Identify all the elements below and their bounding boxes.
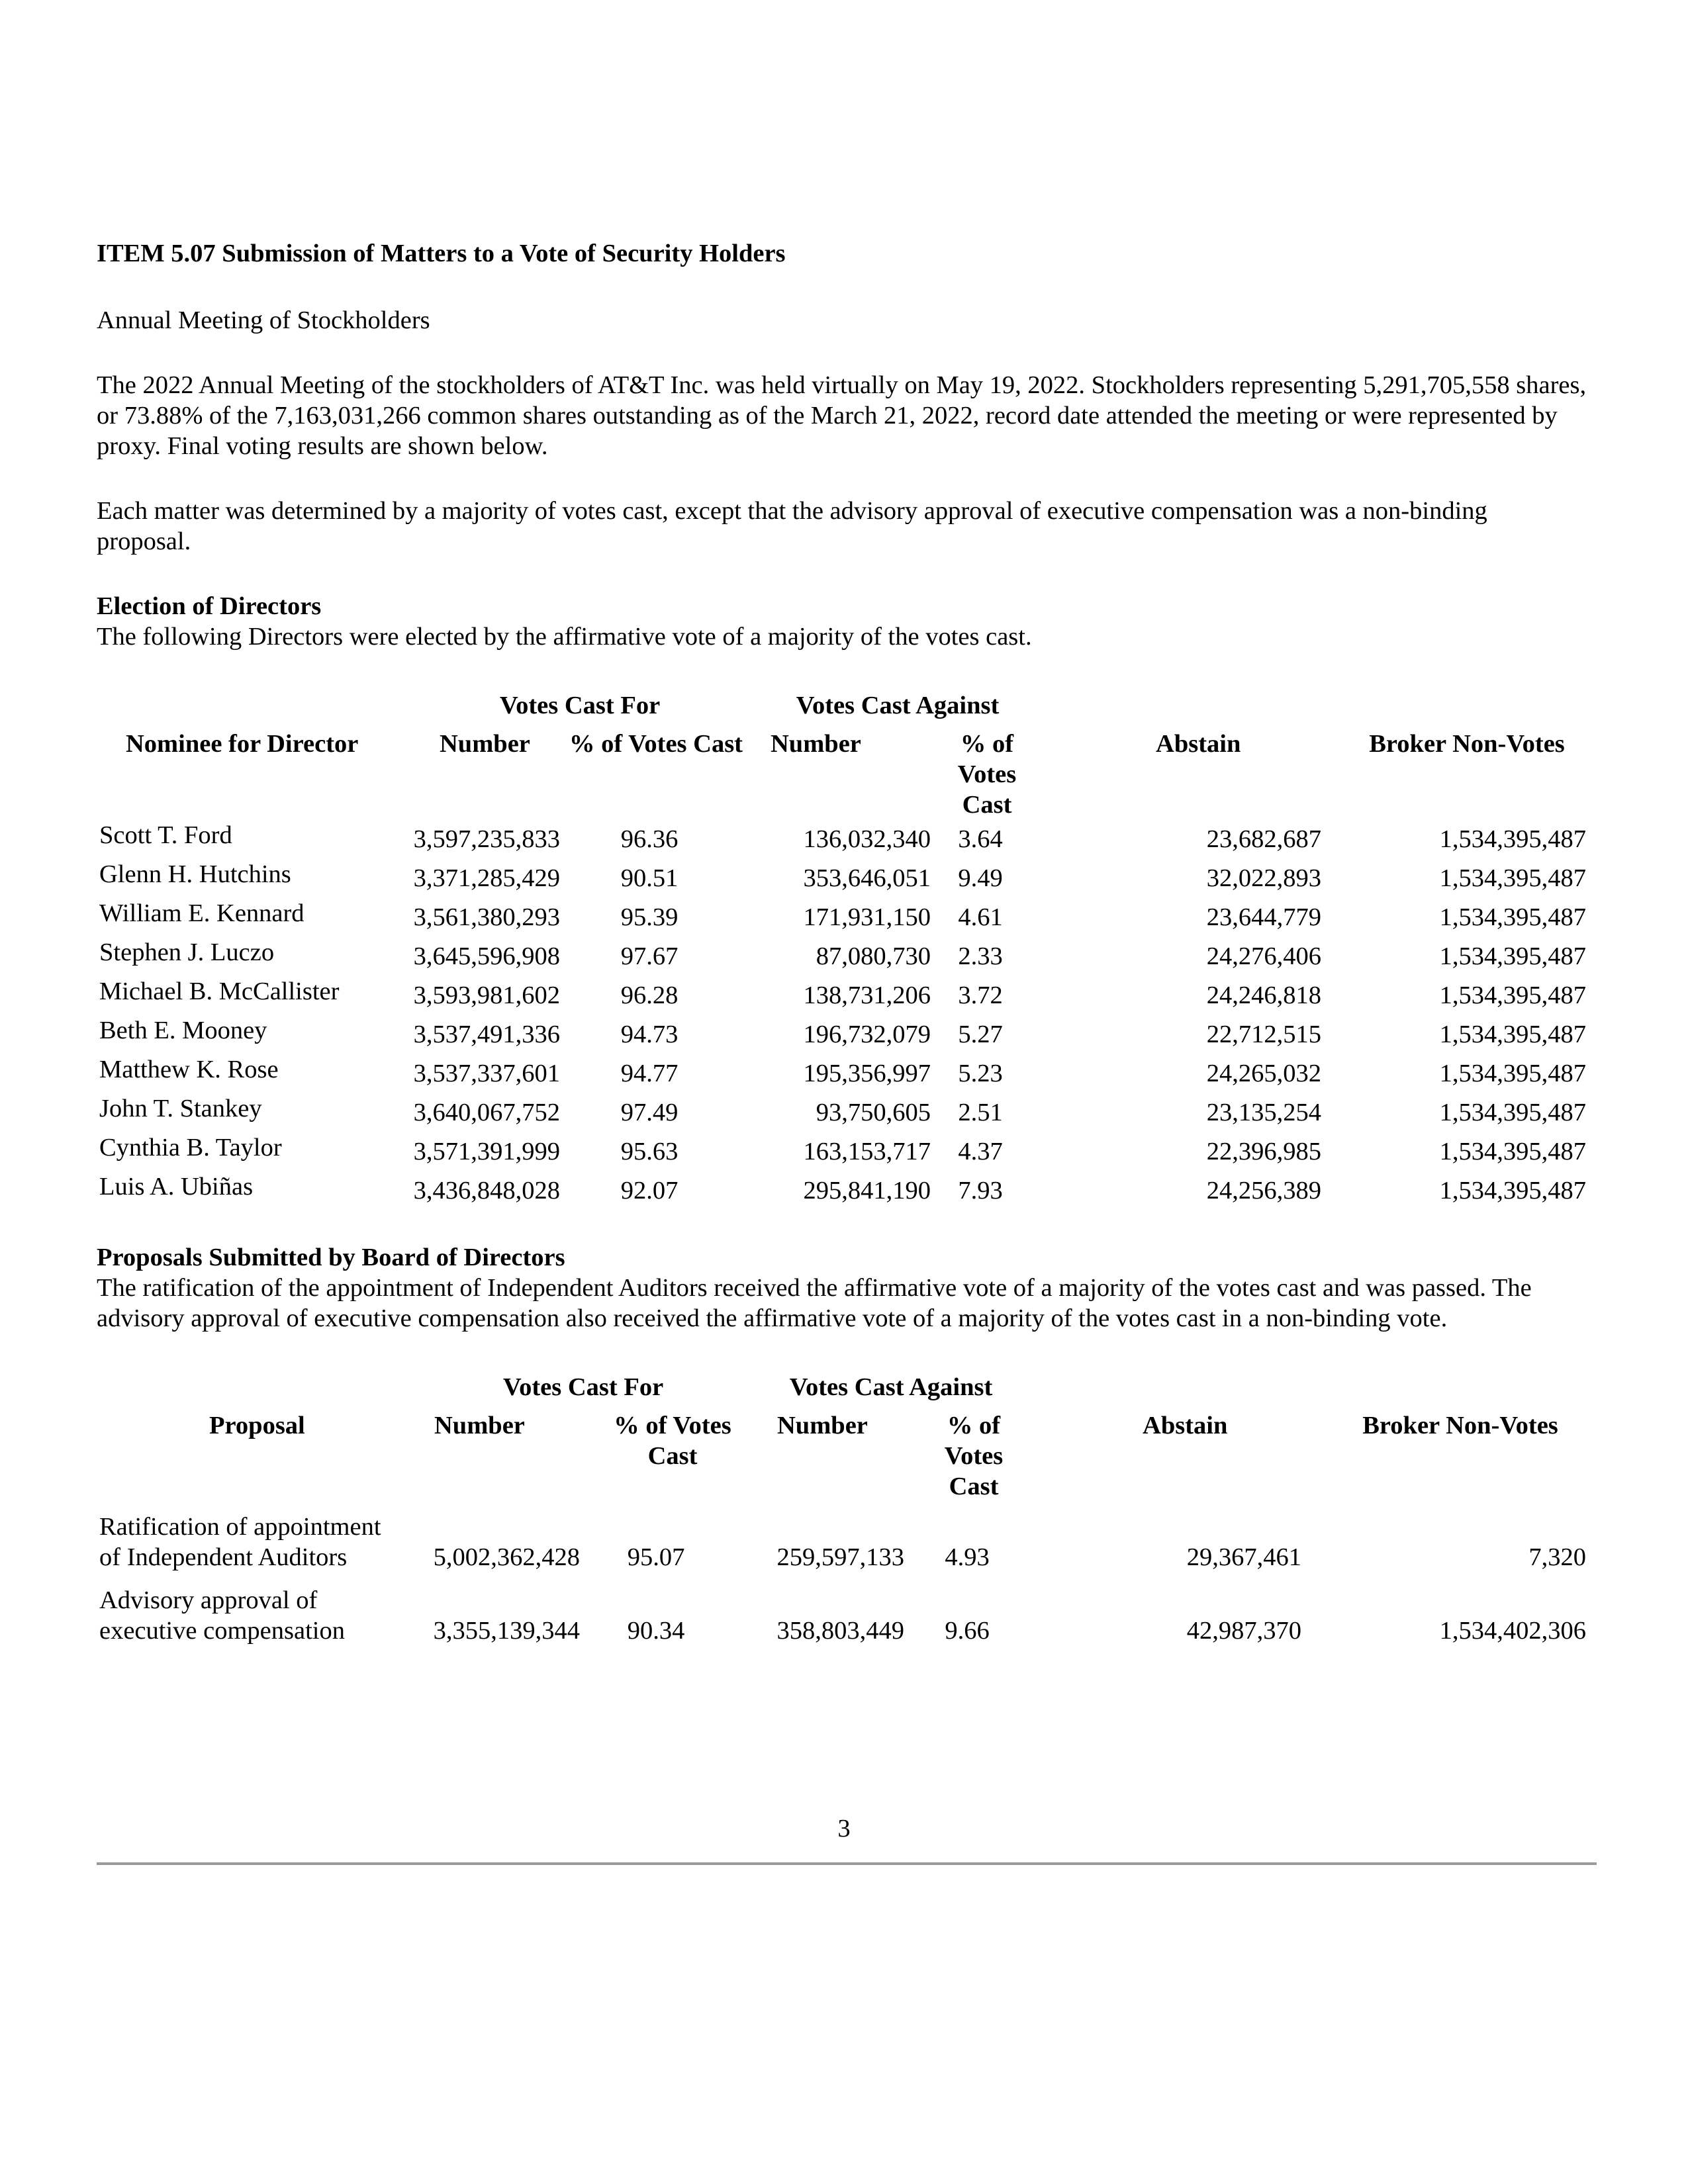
against-pct-column-header: % of Votes Cast: [944, 1412, 1004, 1500]
director-row: [97, 820, 1586, 859]
against-number-cell: 295,841,190: [803, 1177, 931, 1205]
votes-cast-against-group-header: Votes Cast Against: [796, 692, 1000, 719]
for-number-cell: 3,436,848,028: [413, 1177, 560, 1205]
against-pct-cell: 3.64: [958, 825, 1003, 853]
nominee-column-header: Nominee for Director: [126, 730, 359, 758]
abstain-cell: 22,396,985: [1206, 1138, 1322, 1165]
for-pct-cell: 97.67: [620, 942, 679, 970]
name-cell: Beth E. Mooney: [99, 1017, 267, 1044]
broker-cell: 1,534,395,487: [1439, 1021, 1587, 1048]
directors-heading: Election of Directors: [97, 592, 322, 620]
abstain-cell: 24,265,032: [1206, 1060, 1322, 1087]
against-number-column-header: Number: [777, 1412, 868, 1439]
abstain-cell: 23,682,687: [1206, 825, 1322, 853]
against-pct-cell: 5.23: [958, 1060, 1003, 1087]
proposals-vote-table: [97, 1372, 1586, 1649]
director-row: [97, 1093, 1586, 1132]
broker-cell: 1,534,395,487: [1439, 1060, 1587, 1087]
against-number-cell: 93,750,605: [816, 1099, 931, 1126]
against-number-cell: 358,803,449: [776, 1617, 904, 1645]
for-pct-cell: 95.63: [620, 1138, 679, 1165]
broker-cell: 1,534,402,306: [1439, 1617, 1587, 1645]
against-pct-cell: 4.61: [958, 903, 1003, 931]
against-pct-column-header: % of Votes Cast: [957, 730, 1017, 819]
for-number-cell: 3,371,285,429: [413, 864, 560, 892]
against-number-cell: 87,080,730: [816, 942, 931, 970]
for-number-cell: 3,537,491,336: [413, 1021, 560, 1048]
director-row: [97, 1054, 1586, 1093]
name-cell: Cynthia B. Taylor: [99, 1134, 282, 1161]
against-pct-cell: 3.72: [958, 981, 1003, 1009]
for-number-column-header: Number: [434, 1412, 525, 1439]
director-row: [97, 976, 1586, 1015]
proposal-row: [97, 1575, 1586, 1649]
for-pct-cell: 92.07: [620, 1177, 679, 1205]
directors-vote-table: [97, 690, 1586, 1210]
name-cell: Advisory approval of executive compensation: [99, 1586, 345, 1645]
broker-cell: 1,534,395,487: [1439, 903, 1587, 931]
against-number-cell: 195,356,997: [803, 1060, 931, 1087]
meeting-subtitle: Annual Meeting of Stockholders: [97, 306, 430, 334]
broker-cell: 1,534,395,487: [1439, 864, 1587, 892]
broker-cell: 1,534,395,487: [1439, 1138, 1587, 1165]
abstain-cell: 29,367,461: [1186, 1543, 1302, 1571]
intro-paragraph: The 2022 Annual Meeting of the stockholders of AT&T Inc. was held virtually on May 19, 2022. Stockholders representing 5,291,705,558 shares, or 73.88% of the 7,163,031,266 common shares outstanding as of the March 21, 2022, record date attended the meeting or were represented by proxy. Final voting results are shown below.: [97, 371, 1587, 460]
for-number-cell: 3,571,391,999: [413, 1138, 560, 1165]
votes-cast-against-group-header: Votes Cast Against: [789, 1373, 993, 1401]
for-pct-cell: 90.51: [620, 864, 679, 892]
abstain-cell: 24,276,406: [1206, 942, 1322, 970]
against-number-cell: 353,646,051: [803, 864, 931, 892]
for-pct-column-header: % of Votes Cast: [614, 1412, 731, 1470]
for-number-cell: 3,537,337,601: [413, 1060, 560, 1087]
proposals-heading: Proposals Submitted by Board of Directors: [97, 1244, 565, 1271]
for-number-column-header: Number: [440, 730, 530, 758]
for-pct-cell: 94.77: [620, 1060, 679, 1087]
for-pct-column-header: % of Votes Cast: [569, 730, 743, 758]
proposal-column-header: Proposal: [209, 1412, 305, 1439]
director-row: [97, 1132, 1586, 1171]
broker-column-header: Broker Non-Votes: [1362, 1412, 1558, 1439]
page-number: 3: [837, 1815, 851, 1843]
against-pct-cell: 5.27: [958, 1021, 1003, 1048]
for-pct-cell: 95.07: [627, 1543, 685, 1571]
item-heading: ITEM 5.07 Submission of Matters to a Vote of Security Holders: [97, 240, 786, 267]
directors-description: The following Directors were elected by the affirmative vote of a majority of the votes cast.: [97, 623, 1032, 651]
broker-cell: 1,534,395,487: [1439, 981, 1587, 1009]
for-pct-cell: 96.28: [620, 981, 679, 1009]
abstain-column-header: Abstain: [1143, 1412, 1228, 1439]
majority-paragraph: Each matter was determined by a majority of votes cast, except that the advisory approval of executive compensation was a non-binding proposal.: [97, 497, 1487, 555]
for-number-cell: 5,002,362,428: [433, 1543, 580, 1571]
votes-cast-for-group-header: Votes Cast For: [499, 692, 661, 719]
name-cell: Ratification of appointment of Independent Auditors: [99, 1513, 381, 1571]
against-pct-cell: 7.93: [958, 1177, 1003, 1205]
director-row: [97, 1015, 1586, 1054]
proposals-description: The ratification of the appointment of Independent Auditors received the affirmative vote of a majority of the votes cast and was passed. The advisory approval of executive compensation also received the affirmative vote of a majority of the votes cast in a non-binding vote.: [97, 1274, 1532, 1332]
name-cell: John T. Stankey: [99, 1095, 262, 1122]
director-row: [97, 1171, 1586, 1210]
against-number-cell: 163,153,717: [803, 1138, 931, 1165]
director-row: [97, 898, 1586, 937]
for-number-cell: 3,561,380,293: [413, 903, 560, 931]
broker-cell: 7,320: [1528, 1543, 1587, 1571]
abstain-column-header: Abstain: [1156, 730, 1241, 758]
against-number-cell: 196,732,079: [803, 1021, 931, 1048]
for-pct-cell: 95.39: [620, 903, 679, 931]
for-pct-cell: 97.49: [620, 1099, 679, 1126]
broker-column-header: Broker Non-Votes: [1369, 730, 1565, 758]
page-divider: [97, 1862, 1597, 1865]
against-pct-cell: 9.66: [945, 1617, 990, 1645]
abstain-cell: 42,987,370: [1186, 1617, 1302, 1645]
abstain-cell: 24,246,818: [1206, 981, 1322, 1009]
name-cell: Luis A. Ubiñas: [99, 1173, 254, 1201]
name-cell: Scott T. Ford: [99, 821, 232, 849]
for-number-cell: 3,645,596,908: [413, 942, 560, 970]
for-number-cell: 3,597,235,833: [413, 825, 560, 853]
against-number-column-header: Number: [771, 730, 861, 758]
against-number-cell: 138,731,206: [803, 981, 931, 1009]
name-cell: Glenn H. Hutchins: [99, 860, 291, 888]
abstain-cell: 23,135,254: [1206, 1099, 1322, 1126]
for-number-cell: 3,640,067,752: [413, 1099, 560, 1126]
for-pct-cell: 94.73: [620, 1021, 679, 1048]
against-pct-cell: 2.51: [958, 1099, 1003, 1126]
director-row: [97, 937, 1586, 976]
broker-cell: 1,534,395,487: [1439, 825, 1587, 853]
for-number-cell: 3,355,139,344: [433, 1617, 580, 1645]
abstain-cell: 22,712,515: [1206, 1021, 1322, 1048]
for-pct-cell: 90.34: [627, 1617, 685, 1645]
name-cell: Matthew K. Rose: [99, 1056, 279, 1083]
abstain-cell: 32,022,893: [1206, 864, 1322, 892]
against-number-cell: 259,597,133: [776, 1543, 904, 1571]
broker-cell: 1,534,395,487: [1439, 1177, 1587, 1205]
abstain-cell: 24,256,389: [1206, 1177, 1322, 1205]
against-pct-cell: 2.33: [958, 942, 1003, 970]
proposal-row: [97, 1502, 1586, 1575]
against-pct-cell: 9.49: [958, 864, 1003, 892]
broker-cell: 1,534,395,487: [1439, 1099, 1587, 1126]
for-number-cell: 3,593,981,602: [413, 981, 560, 1009]
document-page: [97, 238, 1599, 1649]
against-number-cell: 136,032,340: [803, 825, 931, 853]
abstain-cell: 23,644,779: [1206, 903, 1322, 931]
director-row: [97, 859, 1586, 898]
votes-cast-for-group-header: Votes Cast For: [502, 1373, 664, 1401]
name-cell: William E. Kennard: [99, 899, 305, 927]
name-cell: Stephen J. Luczo: [99, 938, 275, 966]
for-pct-cell: 96.36: [620, 825, 679, 853]
against-number-cell: 171,931,150: [803, 903, 931, 931]
against-pct-cell: 4.37: [958, 1138, 1003, 1165]
broker-cell: 1,534,395,487: [1439, 942, 1587, 970]
name-cell: Michael B. McCallister: [99, 978, 340, 1005]
against-pct-cell: 4.93: [945, 1543, 990, 1571]
